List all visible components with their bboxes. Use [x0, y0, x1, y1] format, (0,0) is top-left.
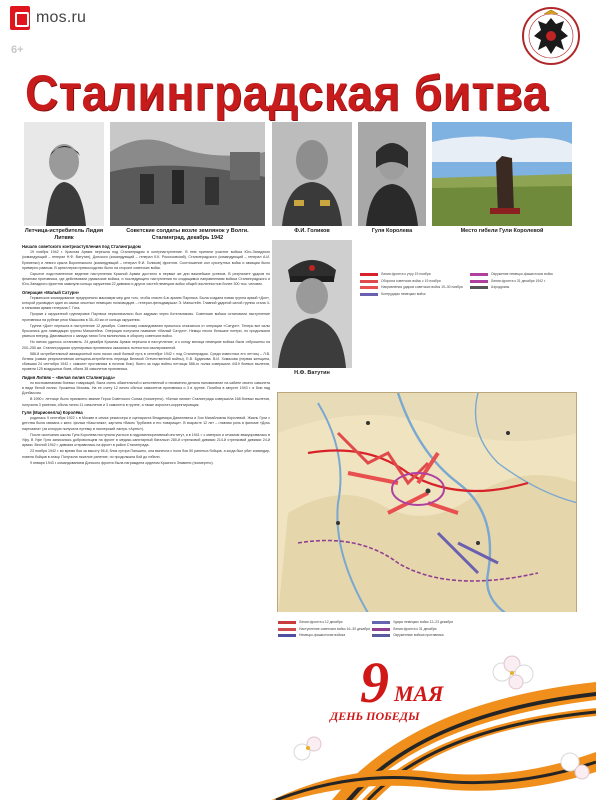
- legend-label: Окружение немецко-фашистских войск: [491, 272, 553, 276]
- legend-item: [278, 633, 370, 638]
- paragraph: Прорыв к окруженной группировке Паулюса первоначально был задуман через Котельниково. Советские войска остановили наступление противника на рубеже реки Мышкова в 35–40 км от кольца окружения.: [22, 312, 270, 322]
- legend-item: [360, 292, 468, 297]
- map-legend-top-left: [360, 272, 468, 298]
- photo-caption-soldiers: Советские солдаты возле землянок у Волги. Сталинград, декабрь 1942: [126, 228, 249, 241]
- legend-swatch: [360, 286, 378, 289]
- legend-label: Линия фронта к 31 декабря: [393, 626, 437, 631]
- map-legend-top-right: [470, 272, 574, 292]
- legend-swatch: [470, 286, 488, 289]
- legend-item: [360, 272, 468, 277]
- photo-vatutin: [272, 240, 352, 368]
- legend-swatch: [360, 293, 378, 296]
- legend-label: Аэродромы: [491, 285, 510, 290]
- victory-month: МАЯ: [394, 681, 444, 706]
- paragraph: После окончания школы Гуля Королева поступила учиться в гидромелиоративный институт, а в 1941 г. с матерью и отчимом эвакуировалась в Уфу. В Уфе Гуля записалась добровольцем на фронт в медико-санитарный батальон 280-й стрелковой дивизии 214-й стрелковой дивизии 24-й армии. Весной 1942 г. дивизия отправилась на фронт в район Сталинграда.: [22, 432, 270, 448]
- legend-item: [372, 633, 472, 638]
- legend-label: Направления ударов советских войск 19–30 ноября: [381, 285, 463, 290]
- legend-swatch: [278, 628, 296, 631]
- legend-item: [278, 627, 370, 632]
- legend-swatch: [360, 280, 378, 283]
- legend-label: Линия фронта к 31 декабря 1942 г.: [491, 278, 546, 283]
- legend-label: Удары немецких войск 12–23 декабря: [393, 620, 453, 624]
- legend-item: [372, 627, 472, 632]
- site-name: mos.ru: [36, 9, 87, 26]
- legend-item: [360, 279, 468, 284]
- paragraph: 23 ноября 1942 г. во время боя за высоту 56,8, близ хутора Паншино, она вынесла с поля боя 50 раненых бойцов, а когда был убит командир, повела бойцов в атаку. Получила тяжелое ранение, но продолжала бой до гибели.: [22, 449, 270, 459]
- legend-swatch: [278, 634, 296, 637]
- paragraph: родилась 9 сентября 1922 г. в Москве в семье режиссера и сценариста Владимира Данилевича и Зои Михайловны Королевой. Жизнь Гули с детства была связана с кино: фильм «Каштанка», картина «Васек Трубачев и его товарищи». В возрасте 12 лет – главная роль в фильме «Дочь партизана» (за которую получила путевку в пионерский лагерь «Артек»).: [22, 416, 270, 431]
- legend-swatch: [372, 634, 390, 637]
- legend-swatch: [372, 628, 390, 631]
- photo-caption-golikov: Ф.И. Голиков: [294, 228, 330, 234]
- paragraph: Но натиск удалось остановить. 24 декабря Красная Армия перешла в наступление, и к концу месяца немецкие войска были отброшены на 200–250 км. Сталинградская группировка противника оказалась полностью изолированной.: [22, 340, 270, 350]
- map-legend-bottom-left: [278, 620, 370, 640]
- legend-item: [470, 285, 574, 290]
- legend-item: [372, 620, 472, 625]
- battle-map-graphic: [278, 393, 577, 614]
- section-heading: Лидия Литвяк – «Белая лилия Сталинграда»: [22, 374, 116, 380]
- paragraph: 19 ноября 1942 г. Красная Армия перешла под Сталинградом в контрнаступление. В нем приняли участие войска Юго-Западного (командующий – генерал Н.Ф. Ватутин), Донского (командующий – генерал К.К. Рокоссовский), Сталинградского (командующий – генерал А.И. Еременко) и левого крыла Воронежского (командующий – генерал Ф.И. Голиков) фронтов. Соотношение сил сухопутных войск и авиации было примерно равным. В артиллерии превосходство было на стороне советских войск.: [22, 250, 270, 270]
- legend-label: Немецко-фашистские войска: [299, 633, 346, 638]
- section-heading: Начало советского контрнаступления под Сталинградом: [22, 244, 141, 249]
- legend-label: Линия фронта к 12 декабря: [299, 620, 343, 624]
- section-heading: Операция «Малый Сатурн»: [22, 289, 80, 295]
- paragraph: 586-й истребительный авиационный полк начал свой боевой путь в сентябре 1942 г. под Сталинградом. Среди известных его летчиц – Л.В. Литвяк (самая результативная женщина-истребитель периода Великой Отечественной войны), Е.В. Буданова. В.И. Хомякова (первая женщина, сбившая 24 сентября 1942 г. самолет противника в ночном бою). Всего за годы войны летчицы 586-го полка совершили 4419 боевых вылетов, провели 125 воздушных боев, сбили 38 самолетов противника.: [22, 351, 270, 372]
- legend-swatch: [360, 273, 378, 276]
- photo-caption-litvyak: Летчица-истребитель Лидия Литвяк: [24, 228, 104, 241]
- photo-koroleva: [358, 122, 426, 226]
- legend-swatch: [372, 621, 390, 624]
- victory-text: ДЕНЬ ПОБЕДЫ: [330, 709, 420, 723]
- photo-caption-vatutin: Н.Ф. Ватутин: [294, 370, 330, 376]
- paragraph: В 1990 г. летчице было присвоено звание Героя Советского Союза (посмертно). «Белая лилия» Сталинграда совершила 168 боевых вылетов, получила 3 ранения, сбила лично 11 самолетов и 3 самолета в группе, а также аэростат-корректировщик.: [22, 397, 270, 407]
- age-rating: 6+: [11, 44, 24, 56]
- paragraph: Германское командование предприняло максимум мер для того, чтобы спасти 6-ю армию Паулюса. Была создана новая группа армий «Дон», которой руководил один из самых опытных немецких полководцев – генерал-фельдмаршал Э. Манштейн. Главной ударной силой группы стала 4-я танковая армия генерала Г. Гота.: [22, 295, 270, 311]
- battle-map: [277, 392, 577, 614]
- historical-society-emblem-icon: [516, 4, 586, 68]
- photo-caption-koroleva: Гуля Королева: [371, 228, 413, 234]
- mos-logo[interactable]: [10, 6, 86, 30]
- legend-item: [470, 272, 574, 277]
- photo-golikov: [272, 122, 352, 226]
- photo-soldiers: [110, 122, 265, 226]
- legend-swatch: [278, 621, 296, 624]
- legend-label: Оборона советских войск с 19 ноября: [381, 278, 441, 283]
- photo-litvyak: [24, 122, 104, 226]
- mos-logo-icon: [10, 6, 30, 30]
- legend-label: Окруженные войска противника: [393, 633, 444, 638]
- legend-item: [278, 620, 370, 625]
- photo-caption-memorial: Место гибели Гули Королевой: [460, 228, 544, 234]
- legend-label: Наступление советских войск 16–30 декабря: [299, 626, 370, 631]
- paragraph: Группа «Дон» перешла в наступление 12 декабря. Советскому командованию пришлось отказаться от операции «Сатурн». Теперь все силы бросались для ликвидации группы Манштейна. Операция получила название «Малый Сатурн». Немцы несли большие потери, но продолжали рваться вперед. Двигавшиеся с запада танки Гота вклинились в оборону советских войск.: [22, 323, 270, 339]
- victory-number: 9: [360, 650, 389, 715]
- legend-label: Контрудары немецких войск: [381, 291, 426, 296]
- legend-swatch: [470, 280, 488, 283]
- legend-label: Линия фронта к утру 19 ноября: [381, 272, 431, 276]
- article-body: [22, 242, 270, 467]
- legend-item: [360, 285, 468, 290]
- page-title: Сталинградская битва: [25, 65, 549, 121]
- legend-item: [470, 279, 574, 284]
- paragraph: 9 января 1943 г. командованием Донского фронта была награждена орденом Красного Знамени (посмертно).: [30, 460, 214, 465]
- photo-memorial-place: [432, 122, 572, 226]
- paragraph: по воспоминаниям боевых товарищей, была очень обаятельной и женственной и неизменно делала напоминание на кабине своего самолета в виде белой лилии. Уроженка Москвы. На ее счету 12 лично сбитых самолетов противника и 3 в группе. Погибла в августе 1943 г. в бою над Донбассом.: [22, 380, 270, 396]
- legend-swatch: [470, 273, 488, 276]
- section-heading: Гуля (Мариonелла) Королёва: [22, 409, 83, 415]
- paragraph: Скрытое подготовленное ведение наступления Красной Армии достигло в первые же дни важнейших успехов. В результате ударов по флангам противника, где действовали румынские войска, и последующего наступления по сходящимся направлениям войска Сталинградского и Юго-Западного фронтов замкнули кольцо окружения 22 дивизии и других частей немецких войск общей численностью более 300 тыс. человек.: [22, 272, 270, 287]
- map-legend-bottom-right: [372, 620, 472, 640]
